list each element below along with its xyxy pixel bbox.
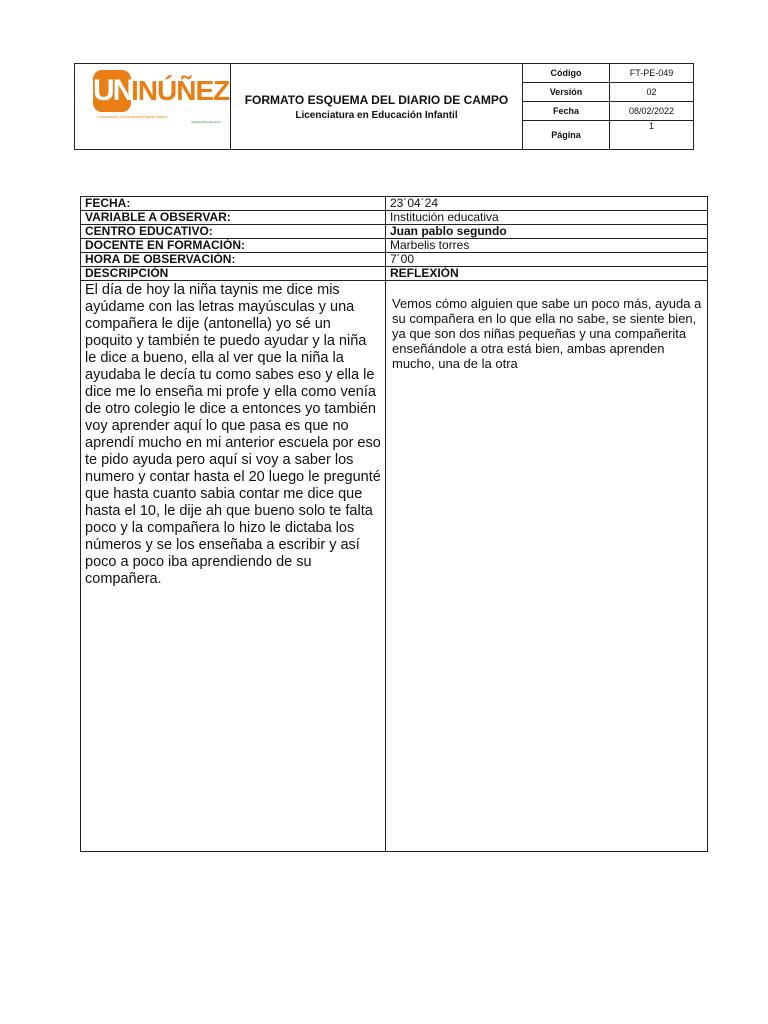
meta-value-codigo: FT-PE-049 [610,64,694,83]
header-descripcion: DESCRIPCIÓN [81,267,386,281]
meta-value-version: 02 [610,83,694,102]
header-reflexion: REFLEXIÓN [386,267,708,281]
row-centro [81,225,708,239]
title-cell [231,64,523,150]
label-fecha: FECHA: [81,197,386,211]
logo-wordmark: INÚÑEZ [131,75,230,106]
value-fecha: 23´04´24 [386,197,708,211]
meta-label-version: Versión [523,83,610,102]
row-fecha [81,197,708,211]
logo-tagline-secondary: Vigilada Mineducación [191,120,221,124]
field-diary-table [80,196,708,852]
meta-value-pagina: 1 [610,121,694,150]
value-hora: 7´00 [386,253,708,267]
logo-mark: UN [93,70,131,112]
meta-label-codigo: Código [523,64,610,83]
logo-cell [75,64,231,150]
document-title: FORMATO ESQUEMA DEL DIARIO DE CAMPO [244,92,509,107]
reflection-text: Vemos cómo alguien que sabe un poco más, ayuda a su compañera en lo que ella no sabe, se siente bien, ya que son dos niñas pequeñas y una compañerita enseñándole a otra está bien, ambas aprenden mucho, una de la otra [386,281,708,852]
row-content [81,281,708,852]
uninunez-logo [93,70,233,132]
description-text: El día de hoy la niña taynis me dice mis ayúdame con las letras mayúsculas y una compañera le dije (antonella) yo sé un poquito y también te puedo ayudar y la niña le dice a bueno, ella al ver que la niña la ayudaba le decía tu como sabes eso y ella le dice me lo enseña mi profe y ella como venía de otro colegio le dice a entonces yo también voy aprender aquí lo que pasa es que no aprendí mucho en mi anterior escuela por eso te pido ayuda pero aquí si voy a saber los numero y contar hasta el 20 luego le pregunté que hasta cuanto sabia contar me dice que hasta el 10, le dije ah que bueno solo te falta poco y la compañera lo hizo le dictaba los números y se los enseñaba a escribir y así poco a poco iba aprendiendo de su compañera. [81,281,386,852]
value-centro: Juan pablo segundo [386,225,708,239]
value-docente: Marbelis torres [386,239,708,253]
row-hora [81,253,708,267]
logo-tagline: Corporación Universitaria Rafael Núñez [97,114,168,119]
row-variable [81,211,708,225]
label-docente: DOCENTE EN FORMACIÓN: [81,239,386,253]
label-variable: VARIABLE A OBSERVAR: [81,211,386,225]
meta-label-fecha: Fecha [523,102,610,121]
row-docente [81,239,708,253]
row-column-headers [81,267,708,281]
document-header [74,63,694,150]
meta-label-pagina: Página [523,121,610,150]
label-centro: CENTRO EDUCATIVO: [81,225,386,239]
meta-value-fecha: 08/02/2022 [610,102,694,121]
label-hora: HORA DE OBSERVACIÓN: [81,253,386,267]
document-subtitle: Licenciatura en Educación Infantil [295,109,458,121]
value-variable: Institución educativa [386,211,708,225]
